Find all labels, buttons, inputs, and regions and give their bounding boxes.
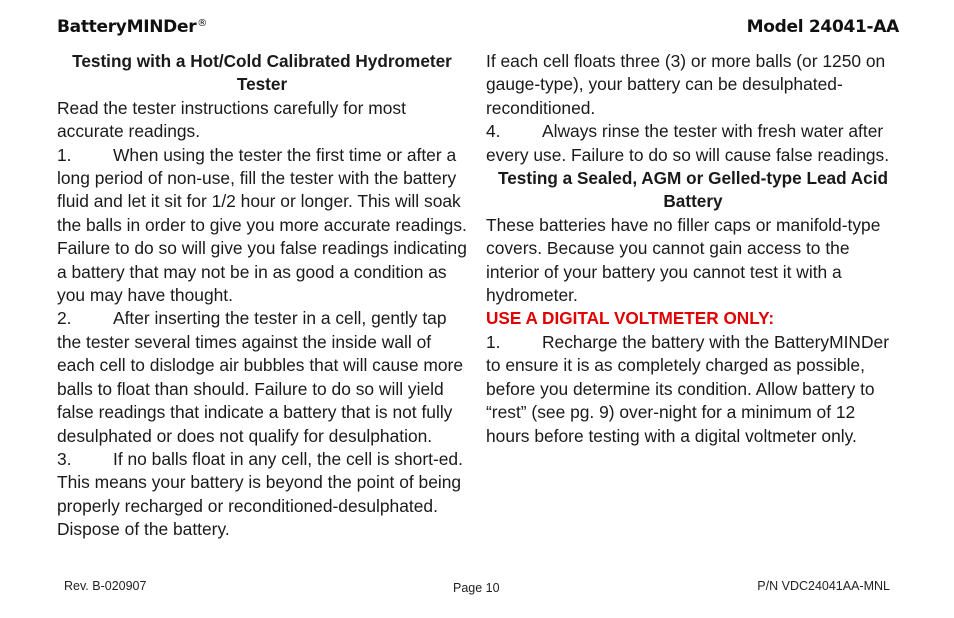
list-item — [486, 120, 900, 167]
section-heading-sealed-battery: Testing a Sealed, AGM or Gelled-type Lead Acid Battery — [498, 168, 888, 212]
item-number: 1. — [57, 144, 72, 165]
item-text: Recharge the battery with the BatteryMINDer to ensure it is as completely charged as possible, before you determine its condition. Allow battery to “rest” (see pg. 9) over-night for a minimum of 12 hours before testing with a digital voltmeter only. — [486, 331, 889, 446]
list-item — [57, 448, 467, 542]
item-number: 3. — [57, 448, 72, 469]
continued-paragraph: If each cell floats three (3) or more balls (or 1250 on gauge-type), your battery can be desulphated-reconditioned. — [486, 51, 886, 118]
item-text: After inserting the tester in a cell, gently tap the tester several times against the inside wall of each cell to dislodge air bubbles that will cause more balls to float than should. Failure to do so will yield false readings that indicate a battery that is not fully desulphated or does not qualify for desulphation. — [57, 308, 464, 446]
list-item — [486, 331, 900, 448]
brand-name: BatteryMINDer — [57, 17, 197, 37]
item-number: 1. — [486, 331, 501, 352]
list-item — [57, 144, 467, 308]
right-column — [486, 50, 900, 448]
part-number: P/N VDC24041AA-MNL — [757, 579, 890, 593]
item-text: When using the tester the first time or after a long period of non-use, fill the tester with the battery fluid and let it sit for 1/2 hour or longer. This will soak the balls in order to give you more accurate readings. Failure to do so will give you false readings indicating a battery that may not be in as good a condition as you may have thought. — [57, 144, 467, 306]
item-text: If no balls float in any cell, the cell is short-ed. This means your battery is beyond the point of being properly recharged or reconditioned-desulphated. Dispose of the battery. — [57, 448, 463, 540]
item-number: 4. — [486, 121, 501, 142]
left-column — [57, 50, 467, 542]
model-number: Model 24041-AA — [746, 17, 899, 37]
revision-label: Rev. B-020907 — [64, 579, 147, 593]
intro-paragraph: Read the tester instructions carefully for most accurate readings. — [57, 97, 406, 142]
registered-mark: ® — [197, 18, 207, 29]
section-heading-hydrometer: Testing with a Hot/Cold Calibrated Hydrometer Tester — [72, 51, 452, 95]
voltmeter-warning: USE A DIGITAL VOLTMETER ONLY: — [486, 308, 775, 329]
list-item — [57, 307, 467, 447]
item-text: Always rinse the tester with fresh water after every use. Failure to do so will cause false readings. — [486, 121, 890, 165]
item-number: 2. — [57, 308, 72, 329]
brand-logo — [57, 17, 207, 37]
page-number: Page 10 — [453, 581, 500, 595]
intro-paragraph: These batteries have no filler caps or manifold-type covers. Because you cannot gain access to the interior of your battery you cannot test it with a hydrometer. — [486, 214, 881, 306]
